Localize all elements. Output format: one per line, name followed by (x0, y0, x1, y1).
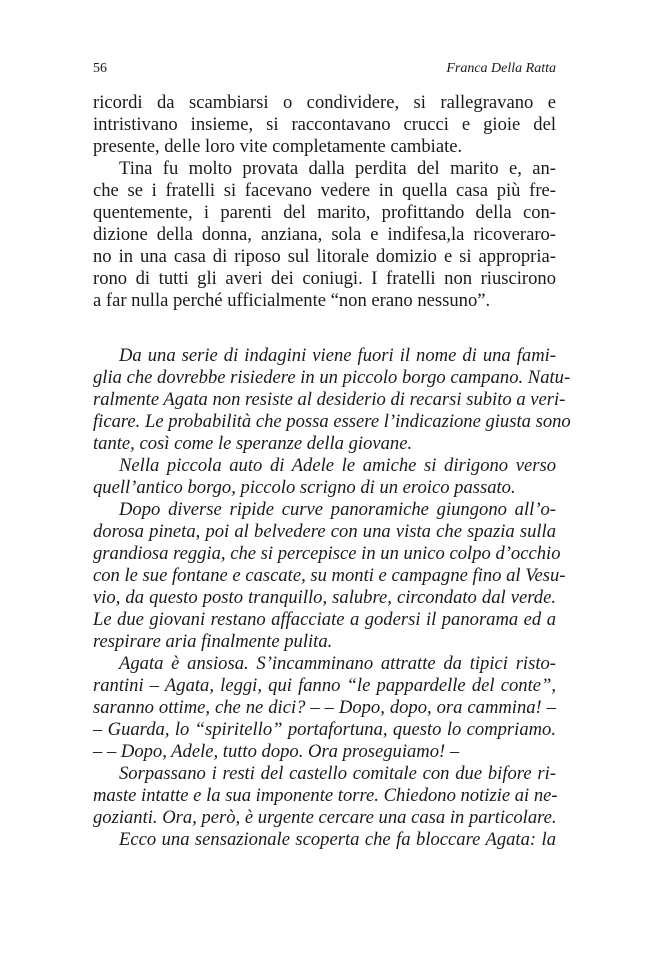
text-line: gozianti. Ora, però, è urgente cercare una casa in particolare. (93, 807, 557, 828)
text-line: con le sue fontane e cascate, su monti e campagne fino al Vesu- (93, 565, 566, 586)
paragraph (93, 158, 556, 312)
paragraph (93, 455, 556, 499)
page-number: 56 (93, 61, 107, 76)
paragraph (93, 653, 556, 763)
text-line: ficare. Le probabilità che possa essere l’indicazione giusta sono (93, 411, 571, 432)
text-line: Le due giovani restano affacciate a godersi il panorama ed a (93, 609, 556, 630)
text-line: Agata è ansiosa. S’incamminano attratte da tipici risto- (119, 653, 556, 674)
text-line: dizione della donna, anziana, sola e indifesa,la ricoveraro- (93, 224, 556, 245)
paragraph (93, 499, 566, 653)
paragraph (93, 763, 556, 829)
text-line: ralmente Agata non resiste al desiderio di recarsi subito a veri- (93, 389, 566, 410)
text-line: Tina fu molto provata dalla perdita del marito e, an- (119, 158, 556, 179)
text-line: che se i fratelli si facevano vedere in quella casa più fre- (93, 180, 556, 201)
text-line: Ecco una sensazionale scoperta che fa bloccare Agata: la (119, 829, 556, 850)
text-line: presente, delle loro vite completamente cambiate. (93, 136, 463, 157)
text-line: intristivano insieme, si raccontavano crucci e gioie del (93, 114, 556, 135)
text-line: vio, da questo posto tranquillo, salubre, circondato dal verde. (93, 587, 556, 608)
text-line: quentemente, i parenti del marito, profittando della con- (93, 202, 556, 223)
text-line: respirare aria finalmente pulita. (93, 631, 333, 652)
text-line: dorosa pineta, poi al belvedere con una vista che spazia sulla (93, 521, 556, 542)
text-line: Sorpassano i resti del castello comitale con due bifore ri- (119, 763, 556, 784)
text-line: tante, così come le speranze della giovane. (93, 433, 413, 454)
section-break (93, 312, 556, 345)
paragraph (93, 345, 571, 455)
body-text (93, 92, 571, 851)
text-line: – – Dopo, Adele, tutto dopo. Ora proseguiamo! – (93, 741, 460, 762)
text-line: quell’antico borgo, piccolo scrigno di un eroico passato. (93, 477, 516, 498)
text-line: rono di tutti gli averi dei coniugi. I fratelli non riuscirono (93, 268, 556, 289)
text-line: ricordi da scambiarsi o condividere, si rallegravano e (93, 92, 556, 113)
text-line: no in una casa di riposo sul litorale domizio e si appropria- (93, 246, 556, 267)
text-line: glia che dovrebbe risiedere in un piccolo borgo campano. Natu- (93, 367, 571, 388)
paragraph (93, 92, 556, 158)
text-line: Da una serie di indagini viene fuori il nome di una fami- (119, 345, 556, 366)
text-line: a far nulla perché ufficialmente “non erano nessuno”. (93, 290, 491, 311)
running-head: Franca Della Ratta (446, 61, 556, 76)
text-line: saranno ottime, che ne dici? – – Dopo, dopo, ora cammina! – (93, 697, 556, 718)
text-line: maste intatte e la sua imponente torre. Chiedono notizie ai ne- (93, 785, 558, 806)
text-line: Dopo diverse ripide curve panoramiche giungono all’o- (119, 499, 556, 520)
text-line: grandiosa reggia, che si percepisce in un unico colpo d’occhio (93, 543, 561, 564)
text-line: rantini – Agata, leggi, qui fanno “le pappardelle del conte”, (93, 675, 556, 696)
text-line: Nella piccola auto di Adele le amiche si dirigono verso (119, 455, 556, 476)
paragraph (93, 829, 556, 851)
text-line: – Guarda, lo “spiritello” portafortuna, questo lo compriamo. (93, 719, 556, 740)
